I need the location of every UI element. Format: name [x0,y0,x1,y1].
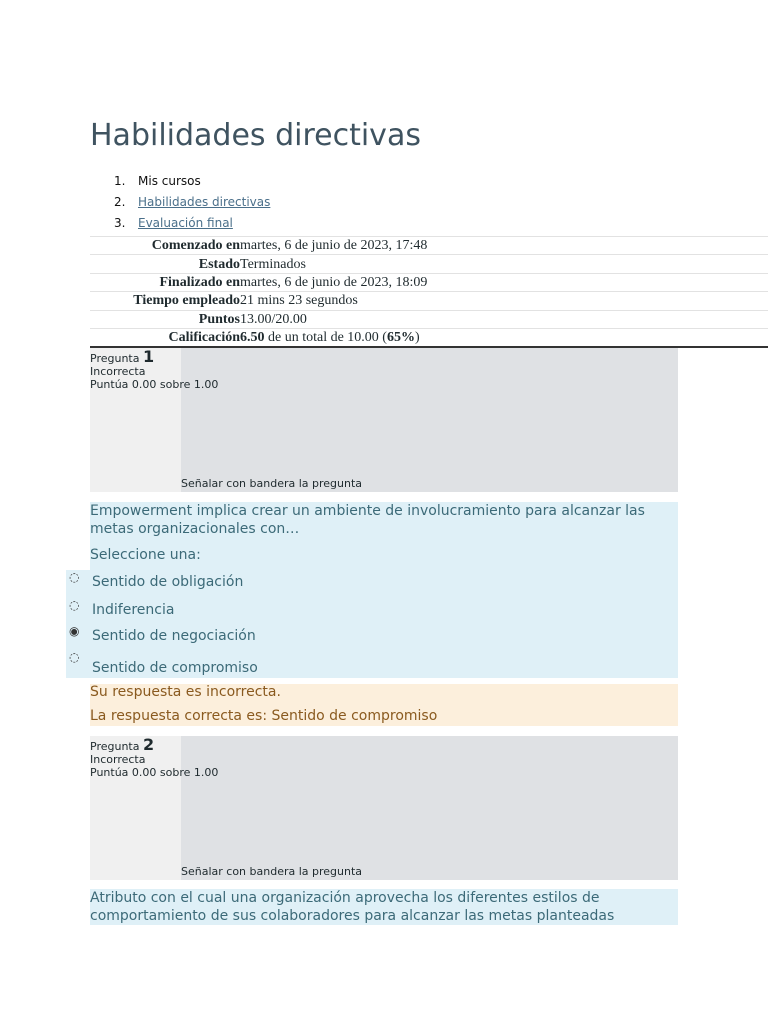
summary-label: Comenzado en [151,238,240,254]
question-prompt-box [90,540,678,570]
question-text: Empowerment implica crear un ambiente de involucramiento para alcanzar las metas organizacionales con… [90,503,645,537]
grade-value: 6.50 [240,329,265,345]
question-label: Pregunta [90,352,140,365]
question-text: Atributo con el cual una organización aprovecha los diferentes estilos de comportamiento de sus colaboradores para alcanzar las metas planteadas [90,890,615,924]
summary-row-grade [90,328,768,347]
answer-options [66,570,678,678]
feedback-box [90,684,678,726]
page-title: Habilidades directivas [90,118,421,153]
radio-unchecked-icon[interactable]: ◌ [69,650,80,664]
summary-label: Puntos [198,311,240,327]
breadcrumb-number: 2. [114,195,126,209]
summary-row-started [90,237,768,255]
flag-question-link[interactable]: Señalar con bandera la pregunta [181,865,363,878]
summary-value: martes, 6 de junio de 2023, 17:48 [240,238,428,254]
question-text-box [90,889,678,925]
summary-row-time [90,292,768,310]
summary-label: Calificación [168,329,240,345]
flag-question-link[interactable]: Señalar con bandera la pregunta [181,477,363,490]
question-info [90,736,678,880]
feedback-result: Su respuesta es incorrecta. [90,684,281,700]
attempt-summary [90,236,768,348]
answer-label: Sentido de obligación [92,574,244,590]
answer-option-selected[interactable] [66,624,678,648]
answer-option[interactable] [66,598,678,622]
radio-unchecked-icon[interactable]: ◌ [69,598,80,612]
summary-value: Terminados [240,256,306,272]
breadcrumb-label: Mis cursos [138,174,201,188]
question-number: 2 [142,735,155,754]
grade-percent: 65% [386,329,415,345]
answer-option[interactable] [66,570,678,594]
question-status: Incorrecta [90,365,146,378]
summary-value: 13.00/20.00 [240,311,307,327]
question-score: Puntúa 0.00 sobre 1.00 [90,378,219,391]
grade-total: de un total de 10.00 ( [264,329,387,345]
question-label: Pregunta [90,740,140,753]
question-status: Incorrecta [90,753,146,766]
summary-row-finished [90,273,768,291]
answer-option[interactable] [66,650,678,678]
breadcrumb-link-course[interactable]: Habilidades directivas [138,195,271,209]
answer-label: Indiferencia [92,602,175,618]
question-number: 1 [142,347,155,366]
breadcrumb-link-exam[interactable]: Evaluación final [138,216,233,230]
answer-label: Sentido de negociación [92,628,256,644]
answer-label: Sentido de compromiso [92,660,258,676]
question-score: Puntúa 0.00 sobre 1.00 [90,766,219,779]
breadcrumb-item [90,214,270,235]
summary-value: martes, 6 de junio de 2023, 18:09 [240,274,428,290]
question-text-box [90,502,678,540]
breadcrumb-item [90,193,270,214]
radio-unchecked-icon[interactable]: ◌ [69,570,80,584]
breadcrumb-number: 1. [114,174,126,188]
question-info [90,348,678,492]
correct-answer: La respuesta correcta es: Sentido de compromiso [90,708,438,724]
radio-checked-icon[interactable]: ◉ [69,624,80,638]
breadcrumb-number: 3. [114,216,126,230]
summary-label: Tiempo empleado [133,293,240,309]
summary-row-state [90,255,768,273]
summary-row-points [90,310,768,328]
breadcrumb-item [90,172,270,193]
question-prompt: Seleccione una: [90,547,201,563]
summary-value [240,328,768,347]
summary-label: Estado [198,256,240,272]
question-header [90,735,219,779]
breadcrumb [90,172,270,235]
grade-close: ) [414,329,420,345]
summary-label: Finalizado en [159,274,240,290]
summary-value: 21 mins 23 segundos [240,293,358,309]
question-header [90,347,219,391]
